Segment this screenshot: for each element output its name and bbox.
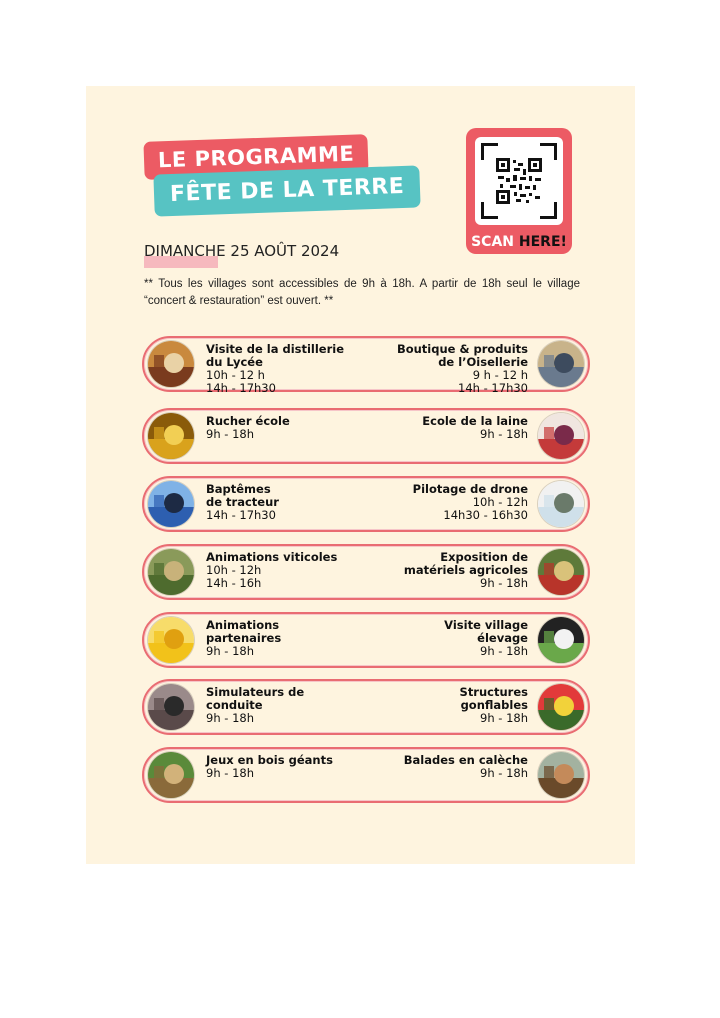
qr-corner-icon [481,202,498,219]
title-badge-fete: FÊTE DE LA TERRE [153,165,421,216]
activity-title: Exposition de matériels agricoles [403,550,528,577]
activity-hours: 9h - 18h [480,644,528,658]
event-date: DIMANCHE 25 AOÛT 2024 [144,242,340,260]
activity-title: Pilotage de drone [412,482,528,496]
tractor-photo-icon [148,481,194,527]
activity-title: Ecole de la laine [422,414,528,428]
access-note: ** Tous les villages sont accessibles de 9h à 18h. A partir de 18h seul le village “concert & restauration” est ouvert. ** [144,278,580,307]
activity-left [206,343,344,395]
drone-photo-icon [538,481,584,527]
inflatable-photo-icon [538,684,584,730]
simulator-photo-icon [148,684,194,730]
activity-left [206,754,333,780]
title-badge-programme: LE PROGRAMME [143,134,368,180]
activity-title: Simulateurs de conduite [206,685,305,712]
bees-photo-icon [148,413,194,459]
activity-title: Rucher école [206,414,290,428]
activity-row [142,544,590,600]
activity-right [404,551,528,590]
scan-here-label: SCAN HERE! [471,234,567,250]
activity-title: Balades en calèche [403,753,528,767]
activity-right [413,483,528,522]
vineyard-photo-icon [148,549,194,595]
activity-title: Baptêmes de tracteur [206,482,279,509]
qr-frame [475,137,563,225]
activity-right [444,619,528,658]
qr-code-icon [496,158,542,204]
activity-hours: 9h - 18h [206,644,254,658]
activity-title: Jeux en bois géants [206,753,333,767]
activity-hours: 9h - 18h [206,427,254,441]
activity-left [206,619,281,658]
activity-hours: 9h - 18h [206,711,254,725]
activity-left [206,551,337,590]
program-poster [86,86,635,864]
activity-left [206,686,304,725]
partners-photo-icon [148,617,194,663]
wool-photo-icon [538,413,584,459]
qr-corner-icon [540,202,557,219]
activity-row [142,612,590,668]
activity-hours: 10h - 12 h 14h - 17h30 [206,368,276,395]
activity-hours: 9h - 18h [206,766,254,780]
activity-row [142,408,590,464]
qr-corner-icon [540,143,557,160]
wood-games-photo-icon [148,752,194,798]
carriage-photo-icon [538,752,584,798]
activity-row [142,336,590,395]
activity-right [460,686,528,725]
activity-hours: 14h - 17h30 [206,508,276,522]
activity-title: Visite village élevage [444,618,528,645]
activity-row [142,747,590,803]
qr-code-card[interactable] [466,128,572,254]
activity-row [142,679,590,735]
activity-hours: 9h - 18h [480,711,528,725]
machinery-photo-icon [538,549,584,595]
activity-title: Animations partenaires [206,618,282,645]
activity-left [206,415,290,441]
activity-title: Boutique & produits de l’Oisellerie [396,342,528,369]
cow-photo-icon [538,617,584,663]
activity-left [206,483,279,522]
activity-right [397,343,528,395]
activity-hours: 9h - 18h [480,576,528,590]
activity-hours: 9 h - 12 h 14h - 17h30 [458,368,528,395]
activity-title: Structures gonflables [459,685,528,712]
activity-hours: 10h - 12h 14h - 16h [206,563,262,590]
distillery-photo-icon [148,341,194,387]
shop-photo-icon [538,341,584,387]
activity-row [142,476,590,532]
activity-hours: 10h - 12h 14h30 - 16h30 [443,495,528,522]
activity-title: Visite de la distillerie du Lycée [206,342,345,369]
activity-right [404,754,528,780]
activity-title: Animations viticoles [206,550,338,564]
activity-hours: 9h - 18h [480,427,528,441]
activity-hours: 9h - 18h [480,766,528,780]
activity-right [422,415,528,441]
